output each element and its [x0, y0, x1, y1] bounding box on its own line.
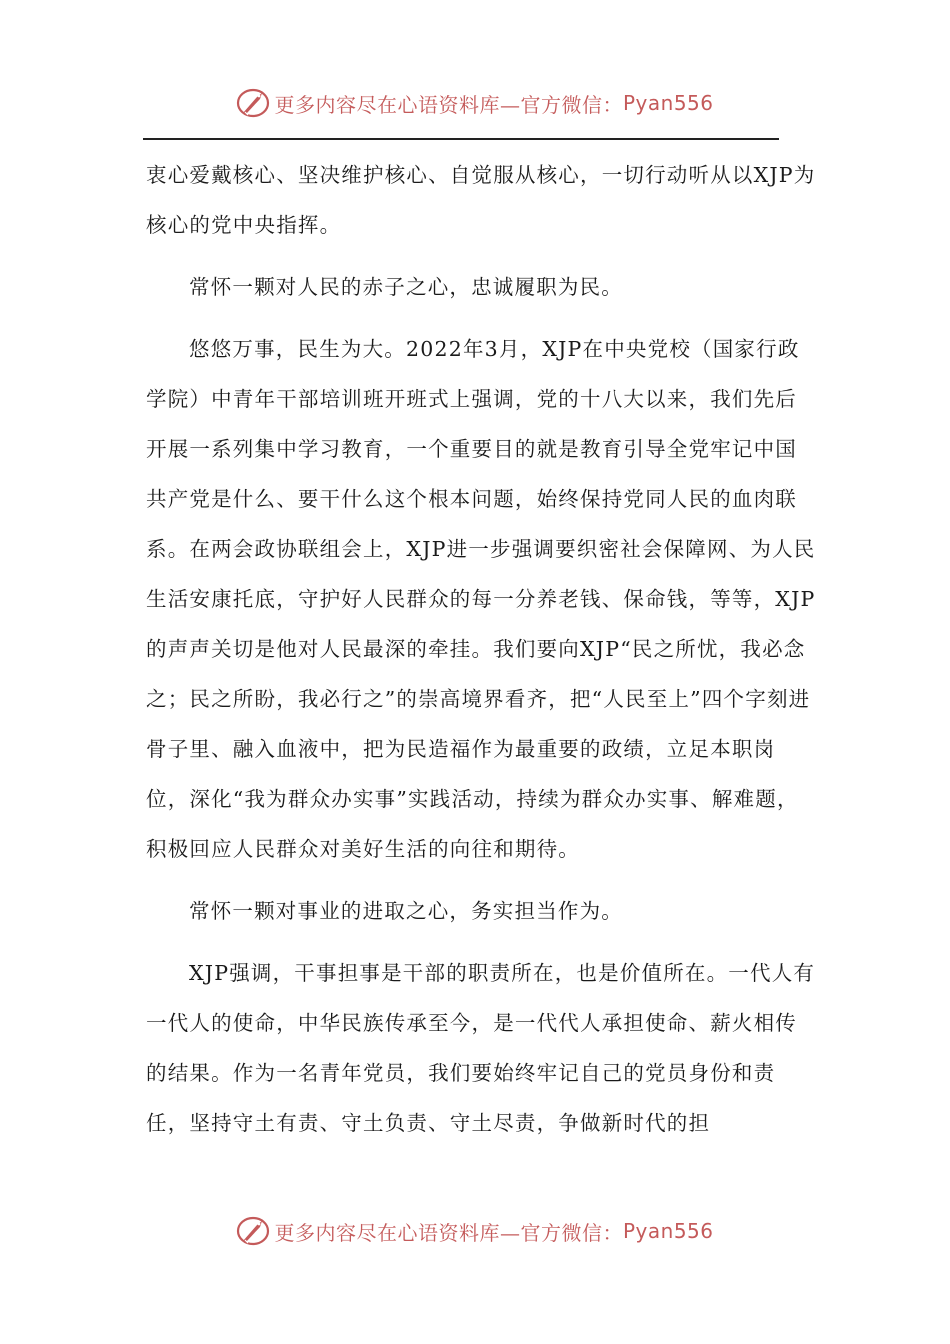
pen-logo-icon — [236, 1214, 270, 1248]
document-body — [146, 150, 816, 1148]
paragraph: 悠悠万事，民生为大。2022年3月，XJP在中央党校（国家行政学院）中青年干部培训班开班式上强调，党的十八大以来，我们先后开展一系列集中学习教育，一个重要目的就是教育引导全党牢记中国共产党是什么、要干什么这个根本问题，始终保持党同人民的血肉联系。在两会政协联组会上，XJP进一步强调要织密社会保障网、为人民生活安康托底，守护好人民群众的每一分养老钱、保命钱，等等，XJP的声声关切是他对人民最深的牵挂。我们要向XJP“民之所忧，我必念之；民之所盼，我必行之”的崇高境界看齐，把“人民至上”四个字刻进骨子里、融入血液中，把为民造福作为最重要的政绩，立足本职岗位，深化“我为群众办实事”实践活动，持续为群众办实事、解难题，积极回应人民群众对美好生活的向往和期待。 — [146, 337, 816, 861]
watermark-text: 更多内容尽在心语资料库—官方微信： — [274, 92, 623, 117]
header-watermark — [0, 83, 950, 123]
paragraph-heading: 常怀一颗对人民的赤子之心，忠诚履职为民。 — [189, 275, 623, 299]
pen-logo-icon — [236, 86, 270, 120]
watermark-text: 更多内容尽在心语资料库—官方微信： — [274, 1220, 623, 1245]
wechat-account: Pyan556 — [622, 1219, 714, 1243]
wechat-account: Pyan556 — [622, 91, 714, 115]
paragraph-heading: 常怀一颗对事业的进取之心，务实担当作为。 — [189, 899, 623, 923]
header-divider — [143, 138, 779, 140]
paragraph: 衷心爱戴核心、坚决维护核心、自觉服从核心，一切行动听从以XJP为核心的党中央指挥。 — [146, 163, 816, 237]
footer-watermark — [0, 1211, 950, 1251]
paragraph: XJP强调，干事担事是干部的职责所在，也是价值所在。一代人有一代人的使命，中华民族传承至今，是一代代人承担使命、薪火相传的结果。作为一名青年党员，我们要始终牢记自己的党员身份和责任，坚持守土有责、守土负责、守土尽责，争做新时代的担 — [146, 961, 816, 1135]
